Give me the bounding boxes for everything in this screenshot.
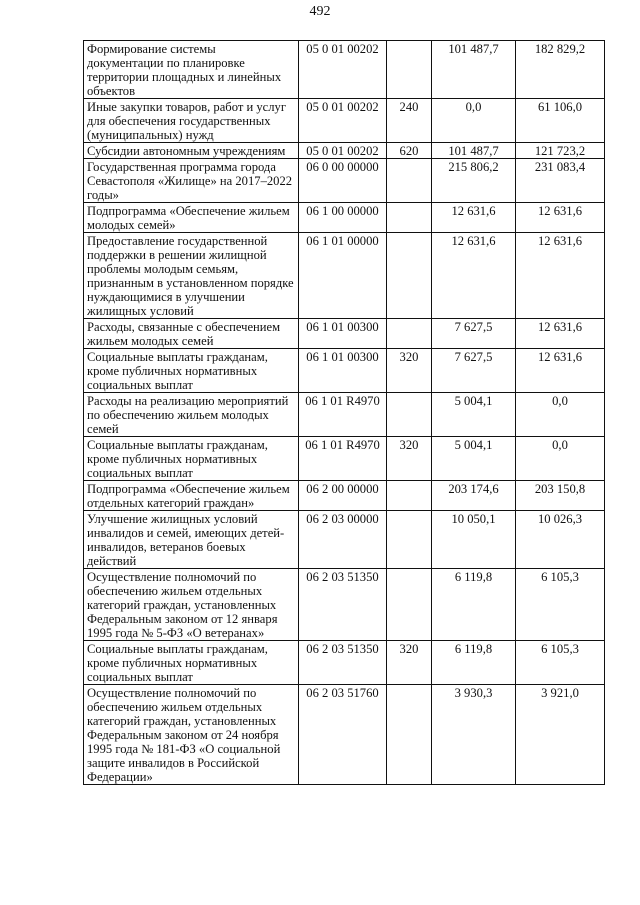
row-type-cell [387, 569, 432, 641]
row-type-cell [387, 319, 432, 349]
row-code-cell: 05 0 01 00202 [299, 99, 387, 143]
table-row [84, 511, 605, 569]
row-name-cell: Социальные выплаты гражданам, кроме публичных нормативных социальных выплат [84, 641, 299, 685]
row-type-cell [387, 41, 432, 99]
row-type-cell: 240 [387, 99, 432, 143]
row-name-cell: Иные закупки товаров, работ и услуг для обеспечения государственных (муниципальных) нужд [84, 99, 299, 143]
table-row [84, 481, 605, 511]
row-year2-amount-cell: 12 631,6 [516, 319, 605, 349]
row-year1-amount-cell: 215 806,2 [432, 159, 516, 203]
row-code-cell: 06 1 01 R4970 [299, 437, 387, 481]
row-type-cell [387, 685, 432, 785]
row-year1-amount-cell: 12 631,6 [432, 233, 516, 319]
budget-table-body [84, 41, 605, 785]
row-year1-amount-cell: 7 627,5 [432, 319, 516, 349]
row-year2-amount-cell: 61 106,0 [516, 99, 605, 143]
row-year1-amount-cell: 6 119,8 [432, 641, 516, 685]
row-year1-amount-cell: 10 050,1 [432, 511, 516, 569]
table-row [84, 685, 605, 785]
row-year1-amount-cell: 6 119,8 [432, 569, 516, 641]
table-row [84, 319, 605, 349]
row-year2-amount-cell: 231 083,4 [516, 159, 605, 203]
row-year2-amount-cell: 182 829,2 [516, 41, 605, 99]
row-year2-amount-cell: 0,0 [516, 393, 605, 437]
row-name-cell: Улучшение жилищных условий инвалидов и семей, имеющих детей-инвалидов, ветеранов боевых действий [84, 511, 299, 569]
row-year2-amount-cell: 121 723,2 [516, 143, 605, 159]
row-year1-amount-cell: 7 627,5 [432, 349, 516, 393]
row-name-cell: Государственная программа города Севастополя «Жилище» на 2017–2022 годы» [84, 159, 299, 203]
row-name-cell: Подпрограмма «Обеспечение жильем молодых семей» [84, 203, 299, 233]
table-row [84, 569, 605, 641]
row-code-cell: 06 1 01 00300 [299, 319, 387, 349]
row-code-cell: 05 0 01 00202 [299, 41, 387, 99]
row-year1-amount-cell: 0,0 [432, 99, 516, 143]
row-year2-amount-cell: 0,0 [516, 437, 605, 481]
table-row [84, 233, 605, 319]
row-name-cell: Социальные выплаты гражданам, кроме публичных нормативных социальных выплат [84, 349, 299, 393]
row-year2-amount-cell: 6 105,3 [516, 641, 605, 685]
row-year2-amount-cell: 10 026,3 [516, 511, 605, 569]
row-code-cell: 06 1 01 00300 [299, 349, 387, 393]
row-name-cell: Подпрограмма «Обеспечение жильем отдельных категорий граждан» [84, 481, 299, 511]
row-code-cell: 06 1 00 00000 [299, 203, 387, 233]
row-code-cell: 06 2 03 00000 [299, 511, 387, 569]
row-name-cell: Формирование системы документации по планировке территории площадных и линейных объектов [84, 41, 299, 99]
row-code-cell: 06 1 01 R4970 [299, 393, 387, 437]
table-row [84, 641, 605, 685]
row-year2-amount-cell: 12 631,6 [516, 233, 605, 319]
row-year2-amount-cell: 6 105,3 [516, 569, 605, 641]
row-type-cell [387, 233, 432, 319]
budget-table [83, 40, 605, 785]
row-type-cell [387, 481, 432, 511]
row-name-cell: Расходы, связанные с обеспечением жильем молодых семей [84, 319, 299, 349]
table-row [84, 349, 605, 393]
row-type-cell [387, 203, 432, 233]
row-name-cell: Осуществление полномочий по обеспечению жильем отдельных категорий граждан, установленных Федеральным законом от 24 ноября 1995 года № 181-ФЗ «О социальной защите инвалидов в Российской Федерации» [84, 685, 299, 785]
row-code-cell: 06 2 03 51350 [299, 641, 387, 685]
page-number: 492 [309, 4, 331, 19]
row-year1-amount-cell: 101 487,7 [432, 143, 516, 159]
row-type-cell: 320 [387, 437, 432, 481]
row-type-cell [387, 393, 432, 437]
row-type-cell [387, 159, 432, 203]
row-year2-amount-cell: 3 921,0 [516, 685, 605, 785]
row-year2-amount-cell: 12 631,6 [516, 349, 605, 393]
row-year1-amount-cell: 12 631,6 [432, 203, 516, 233]
row-code-cell: 05 0 01 00202 [299, 143, 387, 159]
row-name-cell: Социальные выплаты гражданам, кроме публичных нормативных социальных выплат [84, 437, 299, 481]
row-type-cell [387, 511, 432, 569]
table-row [84, 41, 605, 99]
table-row [84, 99, 605, 143]
row-year1-amount-cell: 5 004,1 [432, 393, 516, 437]
row-year2-amount-cell: 203 150,8 [516, 481, 605, 511]
row-code-cell: 06 2 03 51350 [299, 569, 387, 641]
row-name-cell: Расходы на реализацию мероприятий по обеспечению жильем молодых семей [84, 393, 299, 437]
table-row [84, 143, 605, 159]
row-year2-amount-cell: 12 631,6 [516, 203, 605, 233]
table-row [84, 159, 605, 203]
row-year1-amount-cell: 5 004,1 [432, 437, 516, 481]
row-type-cell: 620 [387, 143, 432, 159]
row-code-cell: 06 0 00 00000 [299, 159, 387, 203]
row-code-cell: 06 2 03 51760 [299, 685, 387, 785]
row-type-cell: 320 [387, 349, 432, 393]
row-year1-amount-cell: 203 174,6 [432, 481, 516, 511]
row-type-cell: 320 [387, 641, 432, 685]
row-year1-amount-cell: 101 487,7 [432, 41, 516, 99]
table-row [84, 393, 605, 437]
table-row [84, 437, 605, 481]
row-code-cell: 06 1 01 00000 [299, 233, 387, 319]
row-name-cell: Субсидии автономным учреждениям [84, 143, 299, 159]
row-name-cell: Осуществление полномочий по обеспечению жильем отдельных категорий граждан, установленных Федеральным законом от 12 января 1995 года № 5-ФЗ «О ветеранах» [84, 569, 299, 641]
row-year1-amount-cell: 3 930,3 [432, 685, 516, 785]
row-code-cell: 06 2 00 00000 [299, 481, 387, 511]
table-row [84, 203, 605, 233]
row-name-cell: Предоставление государственной поддержки в решении жилищной проблемы молодым семьям, признанным в установленном порядке нуждающимися в улучшении жилищных условий [84, 233, 299, 319]
